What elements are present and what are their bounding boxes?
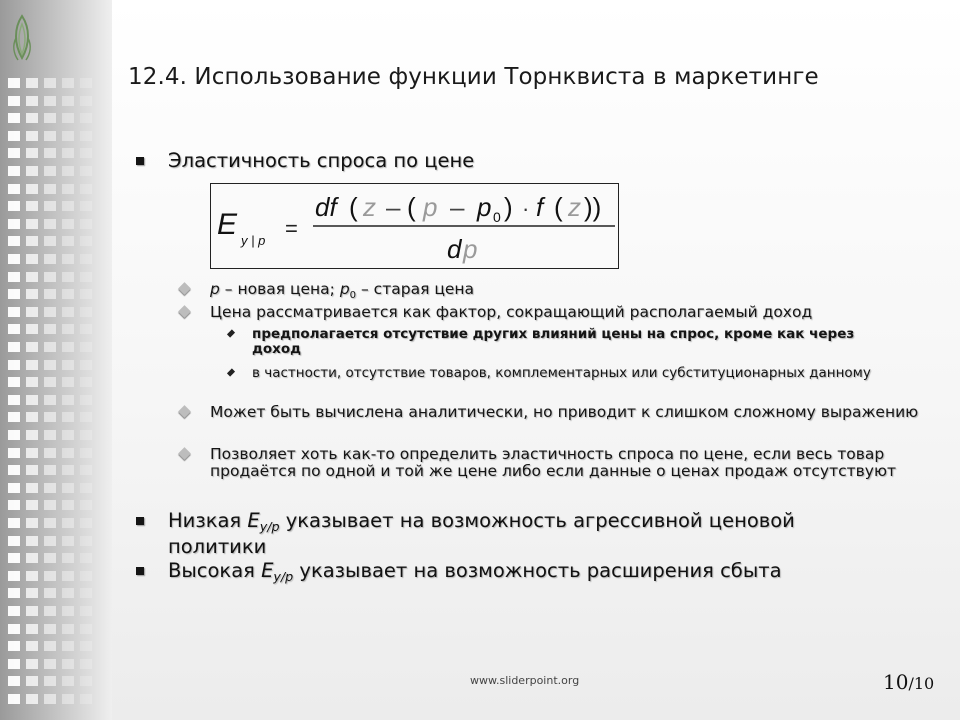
- page-current: 10: [883, 670, 909, 694]
- strip-square: [62, 465, 74, 475]
- strip-square: [44, 201, 56, 211]
- strip-square: [26, 553, 38, 563]
- strip-square: [26, 342, 38, 352]
- strip-square: [26, 324, 38, 334]
- strip-square: [26, 272, 38, 282]
- strip-square: [62, 571, 74, 581]
- strip-square: [80, 536, 92, 546]
- strip-square: [44, 131, 56, 141]
- strip-square: [80, 360, 92, 370]
- strip-square: [8, 430, 20, 440]
- strip-square: [62, 500, 74, 510]
- strip-square: [8, 360, 20, 370]
- strip-square: [62, 360, 74, 370]
- strip-square: [8, 395, 20, 405]
- strip-square: [62, 148, 74, 158]
- formula-equals: =: [285, 216, 298, 241]
- strip-square: [8, 78, 20, 88]
- strip-square: [8, 588, 20, 598]
- strip-square: [80, 184, 92, 194]
- strip-square: [26, 641, 38, 651]
- strip-square: [80, 236, 92, 246]
- strip-square: [80, 96, 92, 106]
- formula-lhs-e: E: [217, 208, 238, 241]
- strip-square: [44, 289, 56, 299]
- formula-box: [210, 183, 619, 269]
- bullet-low-elasticity: [136, 511, 876, 557]
- strip-square: [8, 500, 20, 510]
- bullet-in-particular-text: в частности, отсутствие товаров, комплементарных или субституционарных данному: [252, 365, 871, 381]
- strip-square: [62, 412, 74, 422]
- strip-square: [8, 659, 20, 669]
- strip-square: [8, 201, 20, 211]
- strip-square: [8, 307, 20, 317]
- strip-square: [62, 342, 74, 352]
- strip-square: [62, 289, 74, 299]
- strip-square: [26, 360, 38, 370]
- strip-square: [44, 465, 56, 475]
- strip-square: [26, 377, 38, 387]
- strip-square: [44, 96, 56, 106]
- strip-square: [62, 694, 74, 704]
- strip-square: [62, 588, 74, 598]
- strip-square: [80, 465, 92, 475]
- strip-square: [8, 113, 20, 123]
- strip-square: [62, 272, 74, 282]
- strip-square: [80, 377, 92, 387]
- formula-num-open2: (: [407, 192, 416, 222]
- strip-square: [80, 342, 92, 352]
- formula-num-p0-sub: 0: [493, 209, 501, 225]
- strip-square: [62, 201, 74, 211]
- bullet-price-definitions: [180, 281, 920, 304]
- strip-square: [26, 184, 38, 194]
- strip-square: [44, 641, 56, 651]
- strip-square: [62, 553, 74, 563]
- strip-square: [62, 430, 74, 440]
- strip-square: [8, 254, 20, 264]
- square-bullet-icon: [136, 157, 144, 165]
- strip-squares: [8, 78, 112, 718]
- strip-square: [8, 483, 20, 493]
- formula-num-df: df: [315, 192, 337, 222]
- strip-square: [8, 166, 20, 176]
- strip-square: [26, 395, 38, 405]
- strip-square: [44, 324, 56, 334]
- bullet-assumption: [228, 327, 888, 357]
- strip-square: [44, 448, 56, 458]
- strip-square: [44, 500, 56, 510]
- strip-square: [44, 78, 56, 88]
- page-total: /10: [908, 674, 935, 693]
- strip-square: [80, 676, 92, 686]
- strip-square: [26, 254, 38, 264]
- strip-square: [80, 219, 92, 229]
- strip-square: [62, 254, 74, 264]
- strip-square: [8, 184, 20, 194]
- strip-square: [80, 412, 92, 422]
- strip-square: [26, 659, 38, 669]
- strip-square: [62, 96, 74, 106]
- strip-square: [44, 342, 56, 352]
- strip-square: [44, 694, 56, 704]
- formula-num-f: f: [536, 192, 544, 222]
- strip-square: [44, 483, 56, 493]
- strip-square: [8, 518, 20, 528]
- strip-square: [62, 483, 74, 493]
- strip-square: [80, 571, 92, 581]
- strip-square: [80, 78, 92, 88]
- strip-square: [62, 536, 74, 546]
- strip-square: [8, 272, 20, 282]
- strip-square: [26, 624, 38, 634]
- strip-square: [80, 395, 92, 405]
- strip-square: [26, 219, 38, 229]
- bullet-high-elasticity-text: Высокая $E_{y/p}$ указывает на возможность расширения сбыта: [168, 559, 782, 584]
- strip-square: [26, 606, 38, 616]
- strip-square: [8, 131, 20, 141]
- strip-square: [80, 272, 92, 282]
- formula-svg: [211, 184, 618, 268]
- square-bullet-icon: [136, 517, 144, 525]
- formula-num-p: p: [423, 192, 438, 222]
- bullet-low-elasticity-text: Низкая $E_{y/p}$ указывает на возможность агрессивной ценовой политики: [168, 509, 795, 558]
- strip-square: [80, 113, 92, 123]
- strip-square: [80, 694, 92, 704]
- strip-square: [8, 342, 20, 352]
- strip-square: [8, 694, 20, 704]
- strip-square: [62, 448, 74, 458]
- strip-square: [26, 448, 38, 458]
- strip-square: [26, 307, 38, 317]
- strip-square: [80, 166, 92, 176]
- strip-square: [8, 219, 20, 229]
- strip-square: [26, 536, 38, 546]
- formula-den-d: d: [447, 234, 462, 264]
- strip-square: [80, 324, 92, 334]
- strip-square: [62, 78, 74, 88]
- strip-square: [26, 676, 38, 686]
- bullet-high-elasticity: [136, 561, 876, 587]
- formula-num-close3: )): [584, 192, 602, 222]
- strip-square: [26, 571, 38, 581]
- strip-square: [80, 430, 92, 440]
- strip-square: [80, 553, 92, 563]
- strip-square: [62, 377, 74, 387]
- strip-square: [80, 606, 92, 616]
- bullet-allows-text: Позволяет хоть как-то определить эластичность спроса по цене, если весь товар продаётся по одной и той же цене либо если данные о ценах продаж отсутствуют: [210, 445, 897, 480]
- formula-num-z2: z: [568, 192, 581, 222]
- logo-icon: [6, 14, 38, 64]
- strip-square: [62, 659, 74, 669]
- strip-square: [8, 536, 20, 546]
- strip-square: [44, 272, 56, 282]
- strip-square: [80, 518, 92, 528]
- strip-square: [80, 641, 92, 651]
- formula-num-z1: z: [363, 192, 376, 222]
- strip-square: [8, 571, 20, 581]
- strip-square: [44, 184, 56, 194]
- bullet-analytic: [180, 404, 920, 421]
- strip-square: [62, 113, 74, 123]
- strip-square: [8, 96, 20, 106]
- left-decorative-strip: [0, 0, 112, 720]
- bullet-allows: [180, 446, 920, 480]
- strip-square: [80, 448, 92, 458]
- formula-lhs-sub: y | p: [241, 233, 266, 248]
- strip-square: [8, 448, 20, 458]
- strip-square: [26, 131, 38, 141]
- strip-square: [8, 324, 20, 334]
- strip-square: [44, 254, 56, 264]
- strip-square: [26, 166, 38, 176]
- footer-url: www.sliderpoint.org: [470, 674, 580, 687]
- formula-num-open3: (: [554, 192, 563, 222]
- page-number: [883, 670, 934, 694]
- formula-num-minus2: –: [450, 192, 465, 222]
- strip-square: [62, 606, 74, 616]
- bullet-analytic-text: Может быть вычислена аналитически, но приводит к слишком сложному выражению: [210, 403, 919, 421]
- formula-num-p0: p: [477, 192, 492, 222]
- strip-square: [62, 641, 74, 651]
- strip-square: [44, 536, 56, 546]
- strip-square: [44, 113, 56, 123]
- strip-square: [26, 518, 38, 528]
- strip-square: [62, 676, 74, 686]
- strip-square: [8, 624, 20, 634]
- bullet-elasticity: [136, 151, 474, 171]
- strip-square: [8, 236, 20, 246]
- strip-square: [44, 236, 56, 246]
- strip-square: [80, 624, 92, 634]
- strip-square: [44, 166, 56, 176]
- strip-square: [62, 307, 74, 317]
- strip-square: [8, 606, 20, 616]
- strip-square: [44, 412, 56, 422]
- bullet-in-particular: [228, 366, 888, 381]
- strip-square: [8, 465, 20, 475]
- strip-square: [62, 395, 74, 405]
- strip-square: [8, 553, 20, 563]
- strip-square: [44, 430, 56, 440]
- strip-square: [26, 78, 38, 88]
- strip-square: [44, 659, 56, 669]
- formula-num-minus1: –: [386, 192, 401, 222]
- strip-square: [44, 307, 56, 317]
- strip-square: [44, 148, 56, 158]
- strip-square: [44, 571, 56, 581]
- strip-square: [62, 184, 74, 194]
- strip-square: [62, 166, 74, 176]
- strip-square: [80, 148, 92, 158]
- strip-square: [62, 219, 74, 229]
- bullet-price-factor: [180, 304, 920, 321]
- strip-square: [62, 131, 74, 141]
- strip-square: [26, 113, 38, 123]
- strip-square: [80, 659, 92, 669]
- strip-square: [26, 96, 38, 106]
- strip-square: [26, 148, 38, 158]
- strip-square: [44, 606, 56, 616]
- strip-square: [8, 676, 20, 686]
- formula-den-p: p: [463, 234, 478, 264]
- strip-square: [80, 289, 92, 299]
- strip-square: [26, 483, 38, 493]
- formula-num-dot: ·: [522, 196, 530, 221]
- strip-square: [80, 254, 92, 264]
- strip-square: [8, 289, 20, 299]
- bullet-price-definitions-text: p – новая цена; $p_0$ – старая цена: [210, 280, 475, 301]
- strip-square: [80, 483, 92, 493]
- strip-square: [8, 641, 20, 651]
- strip-square: [80, 201, 92, 211]
- strip-square: [62, 518, 74, 528]
- strip-square: [26, 430, 38, 440]
- strip-square: [26, 412, 38, 422]
- strip-square: [44, 395, 56, 405]
- strip-square: [44, 676, 56, 686]
- strip-square: [62, 236, 74, 246]
- strip-square: [8, 412, 20, 422]
- strip-square: [26, 694, 38, 704]
- bullet-price-factor-text: Цена рассматривается как фактор, сокращающий располагаемый доход: [210, 303, 813, 321]
- strip-square: [26, 465, 38, 475]
- bullet-assumption-text: предполагается отсутствие других влияний цены на спрос, кроме как через доход: [252, 326, 855, 357]
- strip-square: [80, 500, 92, 510]
- strip-square: [62, 324, 74, 334]
- square-bullet-icon: [136, 567, 144, 575]
- strip-square: [80, 307, 92, 317]
- strip-square: [26, 201, 38, 211]
- strip-square: [44, 588, 56, 598]
- page-title: 12.4. Использование функции Торнквиста в маркетинге: [128, 64, 819, 90]
- strip-square: [8, 148, 20, 158]
- strip-square: [44, 518, 56, 528]
- strip-square: [26, 500, 38, 510]
- formula-num-close2: ): [504, 192, 513, 222]
- strip-square: [44, 624, 56, 634]
- strip-square: [80, 131, 92, 141]
- strip-square: [44, 377, 56, 387]
- strip-square: [44, 219, 56, 229]
- strip-square: [26, 236, 38, 246]
- strip-square: [44, 360, 56, 370]
- strip-square: [44, 553, 56, 563]
- strip-square: [26, 289, 38, 299]
- strip-square: [8, 377, 20, 387]
- bullet-elasticity-text: Эластичность спроса по цене: [168, 149, 475, 172]
- formula-num-open1: (: [349, 192, 358, 222]
- strip-square: [26, 588, 38, 598]
- strip-square: [80, 588, 92, 598]
- strip-square: [62, 624, 74, 634]
